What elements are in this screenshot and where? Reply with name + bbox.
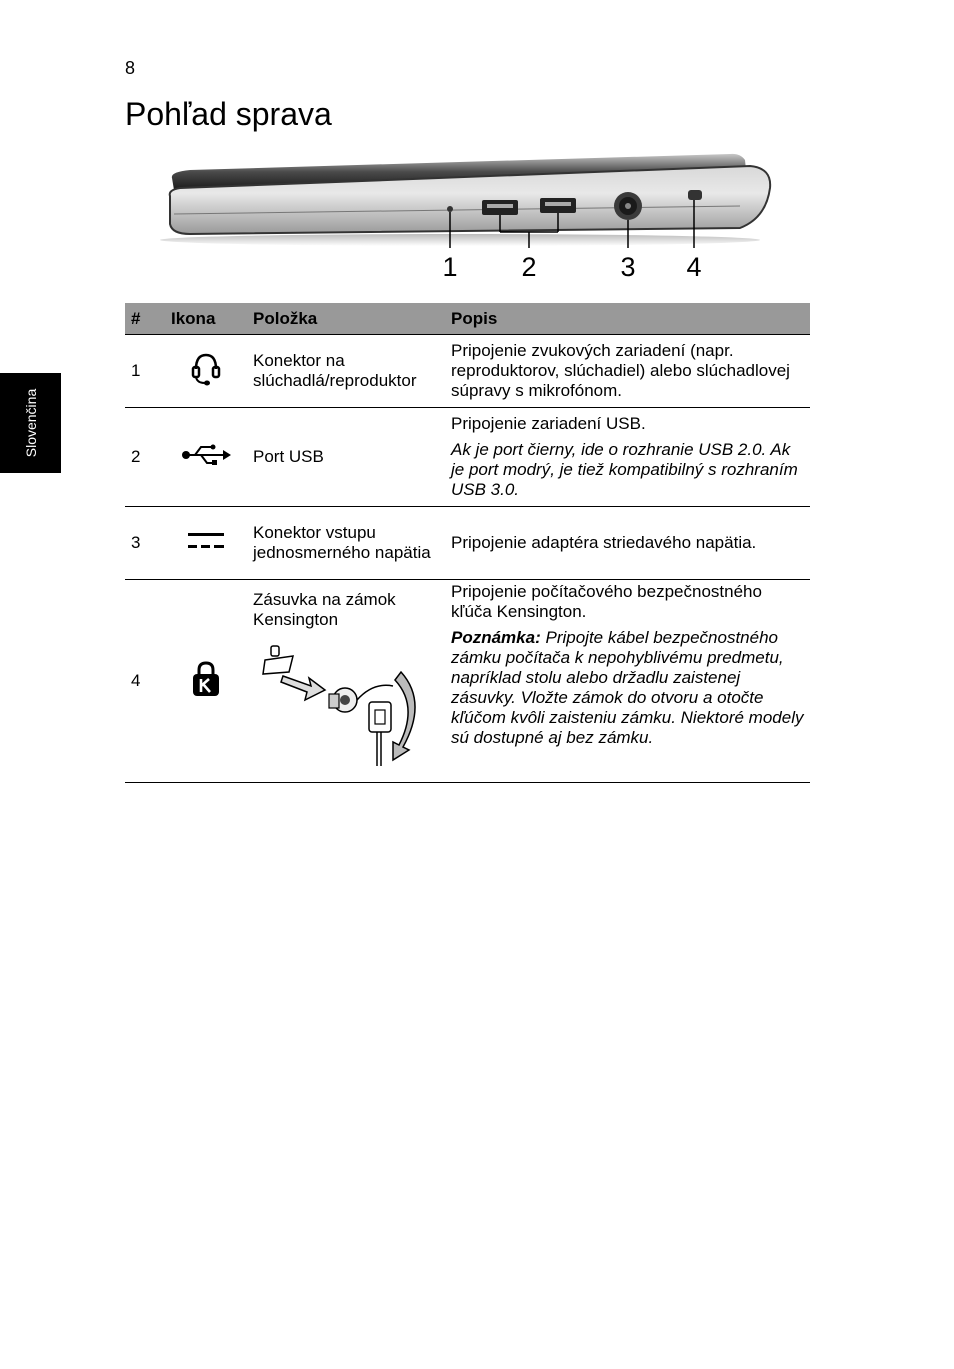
row-item: Konektor vstupu jednosmerného napätia (247, 507, 445, 580)
row-item: Port USB (247, 408, 445, 507)
row-description-note (451, 628, 804, 748)
row-description: Pripojenie zariadení USB. (451, 414, 646, 433)
row-item: Konektor na slúchadlá/reproduktor (247, 335, 445, 408)
row-number: 3 (125, 507, 165, 580)
table-header-row (125, 303, 810, 335)
row-number: 1 (125, 335, 165, 408)
row-description: Pripojenie adaptéra striedavého napätia. (451, 533, 757, 552)
header-number: # (125, 303, 165, 335)
note-text: Pripojte kábel bezpečnostného zámku počítača k nepohyblivému predmetu, napríklad stolu alebo držadlu zaistenej zásuvky. Vložte zámok do otvoru a otočte kľúčom kvôli zaisteniu zámku. Niektoré modely sú dostupné aj bez zámku. (451, 628, 804, 747)
callout-1: 1 (442, 252, 458, 282)
header-item: Položka (247, 303, 445, 335)
row-item: Zásuvka na zámok Kensington (253, 590, 396, 629)
side-tab-label: Slovenčina (22, 388, 39, 458)
table-row (125, 335, 810, 408)
row-description: Pripojenie počítačového bezpečnostného kľúča Kensington. (451, 582, 762, 621)
dc-power-icon (187, 530, 225, 552)
row-description-note: Ak je port čierny, ide o rozhranie USB 2.0. Ak je port modrý, je tiež kompatibilný s rozhraním USB 3.0. (451, 440, 798, 499)
kensington-lock-icon (191, 661, 221, 697)
header-icon: Ikona (165, 303, 247, 335)
row-number: 4 (125, 580, 165, 783)
callout-3: 3 (620, 252, 636, 282)
header-description: Popis (445, 303, 810, 335)
callout-2: 2 (521, 252, 537, 282)
kensington-lock-illustration (253, 642, 423, 767)
table-row (125, 580, 810, 783)
ports-table (125, 303, 810, 783)
table-row (125, 408, 810, 507)
language-side-tab (0, 373, 61, 473)
row-description: Pripojenie zvukových zariadení (napr. reproduktorov, slúchadiel) alebo slúchadlovej súpravy s mikrofónom. (451, 341, 790, 400)
usb-icon (181, 444, 231, 466)
table-row (125, 507, 810, 580)
page-number: 8 (125, 58, 136, 78)
headset-icon (191, 351, 221, 387)
callout-4: 4 (686, 252, 702, 282)
page-title: Pohľad sprava (125, 96, 332, 132)
row-number: 2 (125, 408, 165, 507)
note-label: Poznámka: (451, 628, 541, 647)
